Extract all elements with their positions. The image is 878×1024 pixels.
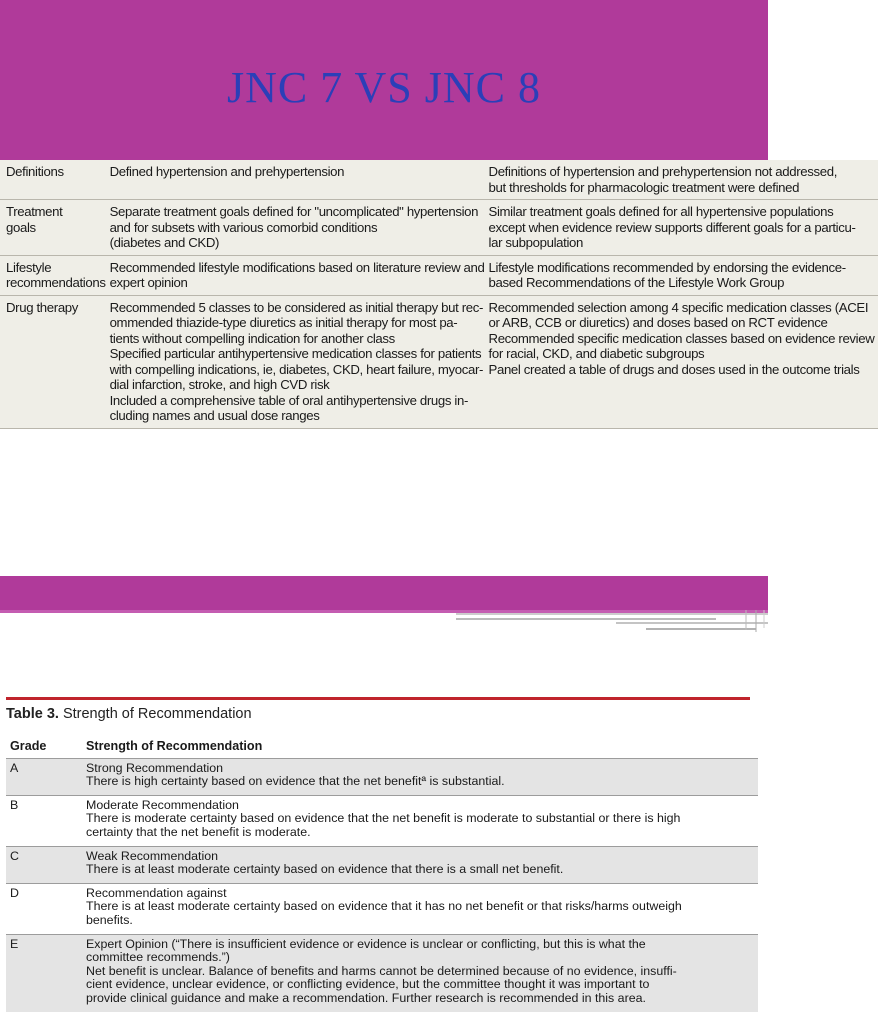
table-row (6, 795, 758, 846)
table3-top-rule (6, 697, 750, 700)
jnc7-cell (110, 295, 489, 428)
row-topic (0, 200, 110, 256)
strength-cell (82, 795, 758, 846)
strength-description: provide clinical guidance and make a recommendation. Further research is recommended in this area. (86, 990, 646, 1005)
strength-table (6, 736, 758, 1012)
strength-cell (82, 758, 758, 795)
row-topic-line: Lifestyle (6, 259, 52, 275)
jnc7-cell-line: Defined hypertension and prehypertension (109, 164, 345, 179)
jnc7-cell (110, 255, 489, 295)
jnc8-cell-line: except when evidence review supports different goals for a particu- (488, 219, 856, 235)
table-row (6, 758, 758, 795)
jnc7-cell-line: Included a comprehensive table of oral antihypertensive drugs in- (109, 392, 469, 408)
jnc8-cell (489, 200, 878, 256)
jnc8-cell-line: Panel created a table of drugs and doses used in the outcome trials (488, 361, 860, 377)
jnc8-cell-line: for racial, CKD, and diabetic subgroups (488, 346, 705, 361)
strength-cell (82, 846, 758, 883)
grade-cell: E (6, 934, 82, 1011)
row-topic-line: Definitions (6, 164, 64, 179)
jnc7-cell-line: Separate treatment goals defined for "uncomplicated" hypertension (109, 204, 479, 219)
strength-description: committee recommends.”) (86, 950, 230, 965)
comparison-row (0, 200, 878, 256)
table-row (6, 846, 758, 883)
row-topic-line: recommendations (6, 275, 106, 290)
jnc8-cell-line: based Recommendations of the Lifestyle Work Group (488, 275, 785, 290)
table3-caption-title: Strength of Recommendation (58, 706, 252, 722)
strength-description: benefits. (86, 912, 133, 927)
strength-table-header (6, 736, 758, 758)
jnc8-cell-line: Lifestyle modifications recommended by endorsing the evidence- (488, 259, 846, 275)
table3-caption (6, 706, 252, 722)
comparison-row (0, 255, 878, 295)
divider-band (0, 576, 768, 610)
strength-description: There is high certainty based on evidence that the net benefitª is substantial. (86, 774, 505, 789)
jnc7-cell-line: and for subsets with various comorbid conditions (109, 219, 378, 235)
strength-cell (82, 883, 758, 934)
row-topic (0, 255, 110, 295)
comparison-row (0, 160, 878, 200)
strength-label: Expert Opinion (“There is insufficient evidence or evidence is unclear or conflicting, but this is what the (86, 936, 646, 951)
jnc7-cell (110, 160, 489, 200)
jnc7-cell-line: Recommended lifestyle modifications based on literature review and (109, 259, 485, 275)
grade-cell: A (6, 758, 82, 795)
strength-label: Moderate Recommendation (86, 797, 239, 812)
row-topic-line: Treatment (6, 204, 63, 219)
strength-cell (82, 934, 758, 1011)
jnc7-cell-line: dial infarction, stroke, and high CVD risk (109, 377, 330, 392)
jnc8-cell (489, 255, 878, 295)
strength-description: Net benefit is unclear. Balance of benefits and harms cannot be determined because of no evidence, insuffi- (86, 963, 677, 978)
jnc8-cell-line: Definitions of hypertension and prehypertension not addressed, (488, 164, 838, 179)
jnc7-cell-line: Recommended 5 classes to be considered as initial therapy but rec- (109, 299, 484, 315)
jnc8-cell-line: Similar treatment goals defined for all hypertensive populations (488, 204, 834, 219)
strength-description: cient evidence, unclear evidence, or conflicting evidence, but the committee thought it was important to (86, 977, 650, 992)
strength-description: certainty that the net benefit is moderate. (86, 824, 311, 839)
decorative-lines (456, 610, 768, 634)
row-topic (0, 295, 110, 428)
strength-description: There is moderate certainty based on evidence that the net benefit is moderate to substantial or there is high (86, 811, 681, 826)
jnc7-cell (110, 200, 489, 256)
header-grade: Grade (10, 739, 47, 753)
jnc8-cell-line: lar subpopulation (488, 235, 584, 250)
grade-cell: B (6, 795, 82, 846)
comparison-row (0, 295, 878, 428)
table-row (6, 883, 758, 934)
jnc7-cell-line: with compelling indications, ie, diabetes, CKD, heart failure, myocar- (109, 361, 484, 377)
strength-label: Recommendation against (86, 885, 227, 900)
row-topic-line: Drug therapy (6, 299, 79, 315)
jnc8-cell (489, 295, 878, 428)
title-band (0, 0, 768, 160)
slide-title: JNC 7 VS JNC 8 (227, 63, 541, 112)
row-topic (0, 160, 110, 200)
strength-description: There is at least moderate certainty based on evidence that there is a small net benefit. (86, 862, 564, 877)
jnc8-cell (489, 160, 878, 200)
jnc7-cell-line: (diabetes and CKD) (109, 235, 220, 250)
jnc8-cell-line: Recommended selection among 4 specific medication classes (ACEI (488, 299, 869, 315)
header-strength: Strength of Recommendation (86, 739, 263, 753)
jnc7-cell-line: cluding names and usual dose ranges (109, 408, 320, 423)
row-topic-line: goals (6, 219, 36, 235)
strength-label: Strong Recommendation (86, 760, 224, 775)
comparison-table (0, 160, 878, 429)
grade-cell: D (6, 883, 82, 934)
jnc7-cell-line: Specified particular antihypertensive medication classes for patients (109, 346, 482, 361)
jnc7-cell-line: expert opinion (109, 275, 188, 290)
strength-label: Weak Recommendation (86, 848, 219, 863)
jnc7-cell-line: tients without compelling indication for another class (109, 330, 395, 346)
jnc8-cell-line: or ARB, CCB or diuretics) and doses based on RCT evidence (488, 315, 828, 330)
table3-caption-number: Table 3. (6, 706, 59, 722)
table-row (6, 934, 758, 1011)
grade-cell: C (6, 846, 82, 883)
jnc8-cell-line: but thresholds for pharmacologic treatment were defined (488, 179, 800, 195)
jnc8-cell-line: Recommended specific medication classes based on evidence review (488, 330, 875, 346)
jnc7-cell-line: ommended thiazide-type diuretics as initial therapy for most pa- (109, 315, 458, 330)
strength-description: There is at least moderate certainty based on evidence that it has no net benefit or that risks/harms outweigh (86, 899, 682, 914)
